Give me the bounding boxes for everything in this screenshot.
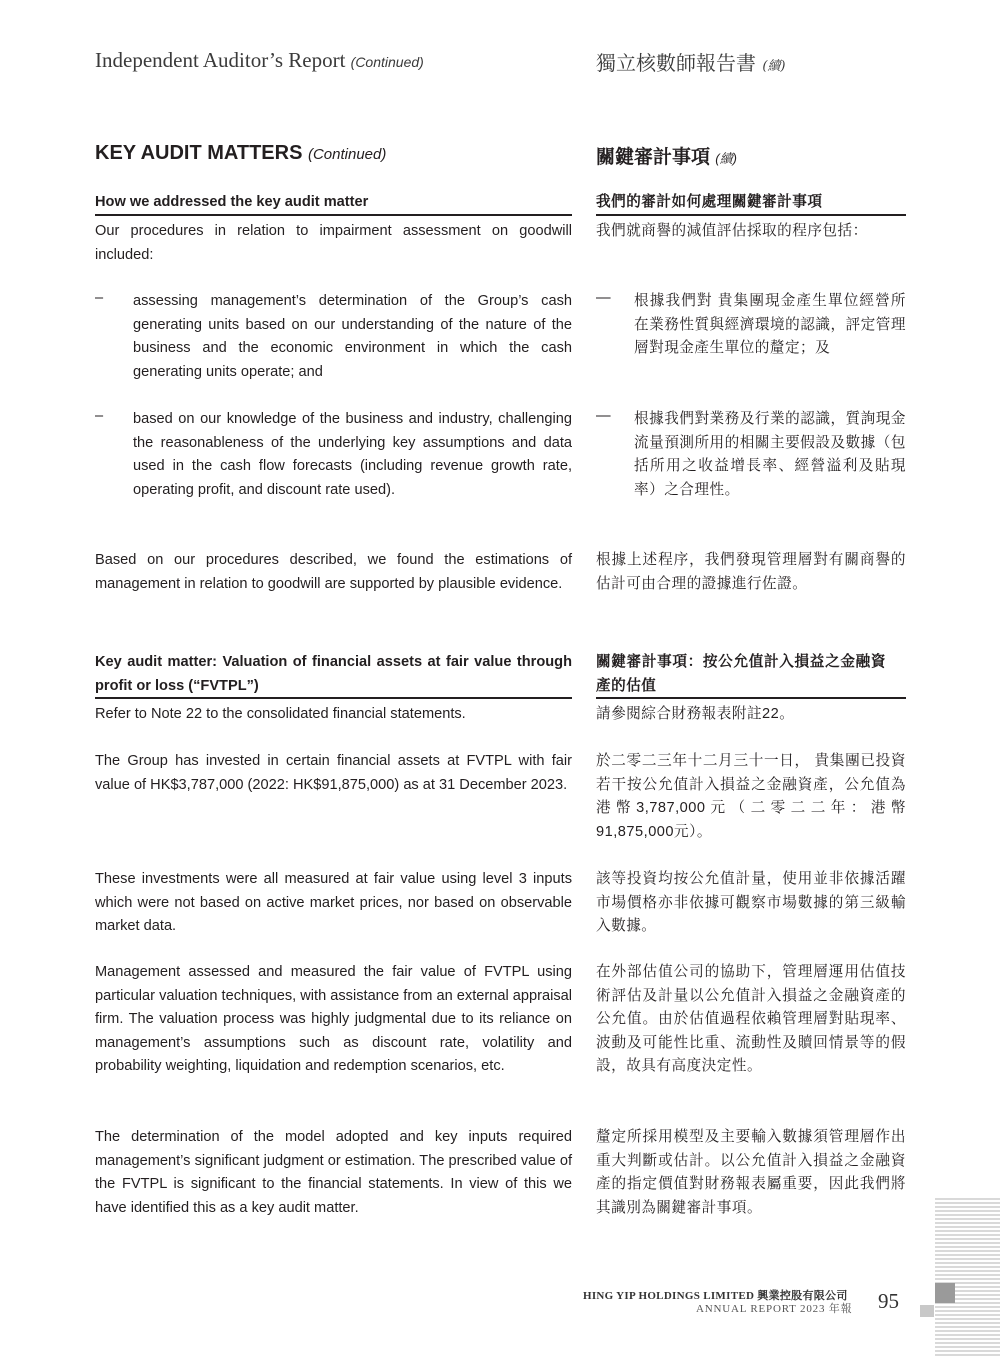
header-title-en	[95, 48, 424, 73]
bullet-dash-en: –	[95, 290, 104, 306]
footer-annual-report: ANNUAL REPORT 2023 年報	[696, 1303, 853, 1315]
section-continued-zh: (續)	[715, 151, 737, 166]
block2-heading-zh: 關鍵審計事項：按公允值計入損益之金融資產的估值	[596, 654, 886, 694]
footer-company: HING YIP HOLDINGS LIMITED 興業控股有限公司	[583, 1290, 848, 1302]
paragraph-zh: 請參閱綜合財務報表附註22。	[596, 706, 795, 722]
block1-rule-zh	[596, 214, 906, 216]
striped-corner-decoration	[935, 1198, 1000, 1357]
page-number: 95	[878, 1289, 899, 1313]
bullet-item-en: assessing management’s determination of the Group’s cash generating units based on our understanding of the nature of the business and the economic environment in which the cash generating units operate; and	[133, 293, 572, 380]
section-title-en-text: KEY AUDIT MATTERS	[95, 142, 303, 164]
block1-conclusion-en: Based on our procedures described, we found the estimations of management in relation to goodwill are supported by plausible evidence.	[95, 552, 572, 592]
paragraph-zh: 該等投資均按公允值計量，使用並非依據活躍市場價格亦非依據可觀察市場數據的第三級輸入數據。	[596, 871, 906, 934]
header-continued-en: (Continued)	[350, 54, 424, 70]
block2-heading-en: Key audit matter: Valuation of financial assets at fair value through profit or loss (“FVTPL”)	[95, 654, 572, 694]
paragraph-zh: 在外部估值公司的協助下，管理層運用估值技術評估及計量以公允值計入損益之金融資產的公允值。由於估值過程依賴管理層對貼現率、波動及可能性比重、流動性及贖回情景等的假設，故具有高度決定性。	[596, 964, 906, 1074]
paragraph-en: Refer to Note 22 to the consolidated financial statements.	[95, 706, 466, 722]
block1-conclusion-zh: 根據上述程序，我們發現管理層對有關商譽的估計可由合理的證據進行佐證。	[596, 552, 906, 592]
bullet-item-zh: 根據我們對業務及行業的認識，質詢現金流量預測所用的相關主要假設及數據（包括所用之收益增長率、經營溢利及貼現率）之合理性。	[634, 411, 906, 498]
block1-intro-en: Our procedures in relation to impairment assessment on goodwill included:	[95, 223, 572, 263]
paragraph-en: The determination of the model adopted and key inputs required management’s significant judgment or estimation. The prescribed value of the FVTPL is significant to the financial statements. In view of this we have identified this as a key audit matter.	[95, 1129, 572, 1216]
light-square-decoration	[920, 1305, 934, 1317]
section-title-en	[95, 142, 386, 165]
paragraph-en: These investments were all measured at fair value using level 3 inputs which were not based on active market prices, nor based on observable market data.	[95, 871, 572, 934]
block2-rule-zh	[596, 697, 906, 699]
paragraph-zh: 於二零二三年十二月三十一日， 貴集團已投資若干按公允值計入損益之金融資產，公允值為港幣3,787,000元（二零二二年：港幣91,875,000元）。	[596, 753, 906, 840]
bullet-dash-zh: —	[596, 290, 611, 306]
block1-heading-zh: 我們的審計如何處理關鍵審計事項	[596, 194, 823, 210]
header-title-en-text: Independent Auditor’s Report	[95, 48, 346, 72]
block1-rule-en	[95, 214, 572, 216]
header-title-zh-text: 獨立核數師報告書	[596, 51, 756, 75]
paragraph-zh: 釐定所採用模型及主要輸入數據須管理層作出重大判斷或估計。以公允值計入損益之金融資產的指定價值對財務報表屬重要，因此我們將其識別為關鍵審計事項。	[596, 1129, 906, 1216]
bullet-dash-zh: —	[596, 408, 611, 424]
section-title-zh	[596, 142, 737, 169]
section-continued-en: (Continued)	[307, 146, 387, 163]
block2-rule-en	[95, 697, 572, 699]
paragraph-en: Management assessed and measured the fair value of FVTPL using particular valuation techniques, with assistance from an external appraisal firm. The valuation process was highly judgmental due to its reliance on management’s assumptions such as discount rate, volatility and probability weighting, liquidation and redemption scenarios, etc.	[95, 964, 572, 1074]
bullet-item-en: based on our knowledge of the business and industry, challenging the reasonableness of the underlying key assumptions and data used in the cash flow forecasts (including revenue growth rate, operating profit, and discount rate used).	[133, 411, 572, 498]
paragraph-en: The Group has invested in certain financial assets at FVTPL with fair value of HK$3,787,000 (2022: HK$91,875,000) as at 31 December 2023.	[95, 753, 572, 793]
bullet-dash-en: –	[95, 408, 104, 424]
bullet-item-zh: 根據我們對 貴集團現金產生單位經營所在業務性質與經濟環境的認識，評定管理層對現金產生單位的釐定；及	[634, 293, 906, 356]
block1-heading-en: How we addressed the key audit matter	[95, 194, 369, 210]
block1-intro-zh: 我們就商譽的減值評估採取的程序包括：	[596, 223, 868, 239]
header-title-zh	[596, 47, 786, 76]
header-continued-zh: (續)	[762, 59, 786, 74]
gray-square-decoration	[935, 1283, 955, 1303]
section-title-zh-text: 關鍵審計事項	[596, 147, 711, 168]
